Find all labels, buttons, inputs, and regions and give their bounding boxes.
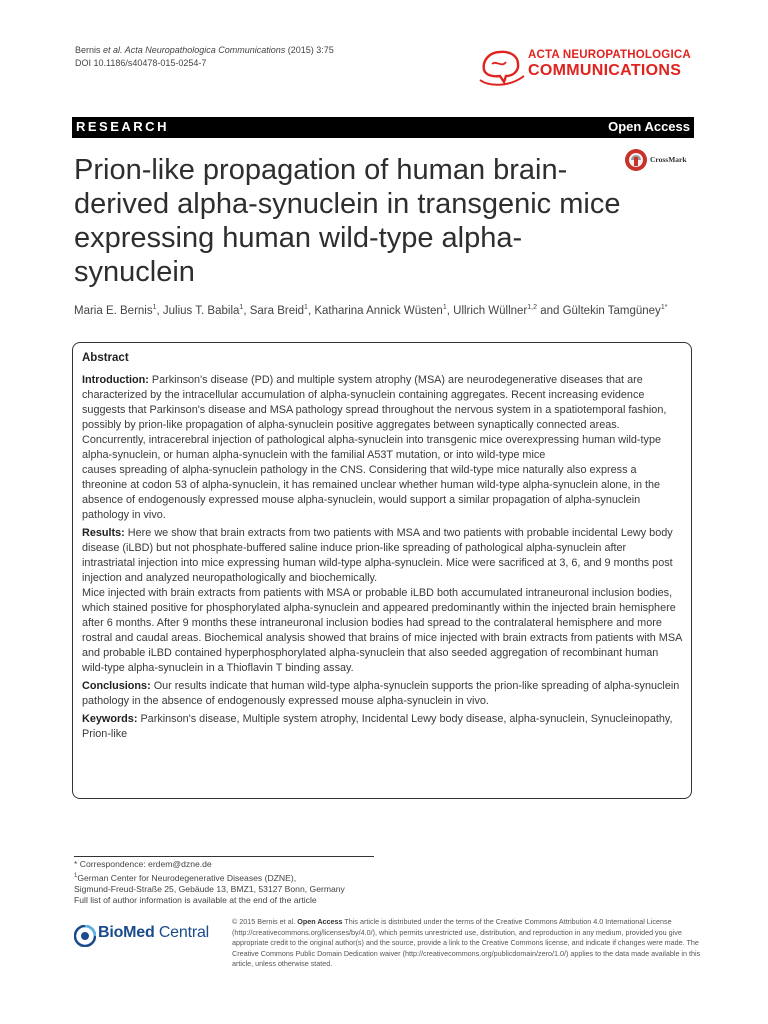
author[interactable]: Ullrich Wüllner$^{1,2}$: [453, 304, 537, 317]
crossmark-label: CrossMark: [650, 155, 687, 164]
author[interactable]: Sara Breid$^1$: [249, 304, 308, 317]
citation-line: [75, 44, 334, 57]
biomed-central-logo[interactable]: [74, 921, 224, 951]
full-author-info-note: Full list of author information is available at the end of the article: [74, 895, 317, 906]
article-title: Prion-like propagation of human brain-derived alpha-synuclein in transgenic mice expressing human wild-type alpha-synuclein: [74, 154, 621, 288]
abstract-conclusions: Conclusions: Our results indicate that human wild-type alpha-synuclein supports the prion-like spreading of alpha-synuclein pathology in the absence of endogenously expressed mouse alpha-synuclein in vivo.: [82, 680, 680, 707]
crossmark-badge[interactable]: [624, 148, 696, 174]
citation-header: [75, 44, 334, 70]
author[interactable]: Gültekin Tamgüney$^{1*}$: [562, 304, 668, 317]
abstract-results: Results: Here we show that brain extracts from two patients with MSA and two patients with probable incidental Lewy body disease (iLBD) but not phosphate-buffered saline induce prion-like spreading of pathological alpha-synuclein after intrastriatal injection into mice expressing human wild-type alpha-synuclein. Mice were sacrificed at 3, 6, and 9 months post injection and analyzed neuropathologically and biochemically. Mice injected with brain extracts from patients with MSA or probable iLBD both accumulated intraneuronal inclusion bodies, which stained positive for phosphorylated alpha-synuclein and appeared predominantly within the injected brain hemisphere after 6 months. After 9 months these intraneuronal inclusion bodies had spread to the contralateral hemisphere and more rostral and caudal areas. Biochemical analysis showed that brains of mice injected with brain extracts from patients with MSA and probable iLBD contained hyperphosphorylated alpha-synuclein that also seeded aggregation of recombinant human wild-type alpha-synuclein in a Thioflavin T binding assay.: [82, 527, 682, 674]
author[interactable]: Maria E. Bernis$^1$: [74, 304, 157, 317]
logo-regular-text: Central: [154, 924, 210, 941]
article-type-label: RESEARCH: [76, 119, 169, 134]
abstract-heading: Abstract: [82, 352, 129, 364]
journal-logo[interactable]: [478, 46, 698, 92]
citation-authors: Bernis: [75, 45, 104, 55]
brain-logo-icon: [478, 46, 526, 90]
abstract-introduction: Introduction: Parkinson's disease (PD) and multiple system atrophy (MSA) are neurodegenerative diseases that are characterized by the intracellular accumulation of alpha-synuclein containing aggregates. Recent increasing evidence suggests that Parkinson's disease and MSA pathology spread throughout the nervous system in a spatiotemporal fashion, possibly by prion-like propagation of alpha-synuclein positive aggregates between synaptically connected areas. Concurrently, intracerebral injection of pathological alpha-synuclein into transgenic mice overexpressing human wild-type alpha-synuclein, or human alpha-synuclein with the familial A53T mutation, or into wild-type mice causes spreading of alpha-synuclein pathology in the CNS. Considering that wild-type mice naturally also express a threonine at codon 53 of alpha-synuclein, it has remained unclear whether human wild-type alpha-synuclein alone, in the absence of endogenously expressed mouse alpha-synuclein, would support a similar propagation of alpha-synuclein pathology in vivo.: [82, 374, 667, 521]
footnotes: [74, 859, 394, 907]
citation-year: (2015) 3:75: [285, 45, 334, 55]
footnote-divider: [74, 856, 374, 857]
author[interactable]: Julius T. Babila$^1$: [162, 304, 244, 317]
logo-line-2: COMMUNICATIONS: [528, 62, 682, 79]
doi-link[interactable]: DOI 10.1186/s40478-015-0254-7: [75, 58, 207, 68]
correspondence-email[interactable]: * Correspondence: erdem@dzne.de: [74, 859, 212, 869]
article-type-bar: [72, 117, 694, 138]
license-text: © 2015 Bernis et al. Open Access This article is distributed under the terms of the Creative Commons Attribution 4.0 International License (http://creativecommons.org/licenses/by/4.0/), which permits unrestricted use, distribution, and reproduction in any medium, provided you give appropriate credit to the original author(s) and the source, provide a link to the Creative Commons license, and indicate if changes were made. The Creative Commons Public Domain Dedication waiver (http://creativecommons.org/publicdomain/zero/1.0/) applies to the data made available in this article, unless otherwise stated.: [232, 917, 701, 968]
biomed-central-icon: [74, 925, 96, 947]
abstract-keywords: Keywords: Parkinson's disease, Multiple system atrophy, Incidental Lewy body disease, alpha-synuclein, Synucleinopathy, Prion-like: [82, 713, 673, 740]
citation-journal: et al. Acta Neuropathologica Communications: [103, 45, 286, 55]
open-access-label: Open Access: [608, 119, 690, 134]
logo-line-1: ACTA NEUROPATHOLOGICA: [528, 49, 691, 61]
abstract-box: [72, 342, 692, 799]
author[interactable]: Katharina Annick Wüsten$^1$: [314, 304, 447, 317]
author-list: Maria E. Bernis$^1$, Julius T. Babila$^1$, Sara Breid$^1$, Katharina Annick Wüsten$^1$, Ullrich Wüllner$^{1,2}$ and Gültekin Tamgüney$^{1*}$: [74, 304, 668, 317]
logo-bold-text: BioMed: [98, 924, 155, 941]
affiliation: $^1$German Center for Neurodegenerative Diseases (DZNE),: [74, 872, 297, 883]
affiliation-address: Sigmund-Freud-Straße 25, Gebäude 13, BMZ1, 53127 Bonn, Germany: [74, 883, 345, 894]
